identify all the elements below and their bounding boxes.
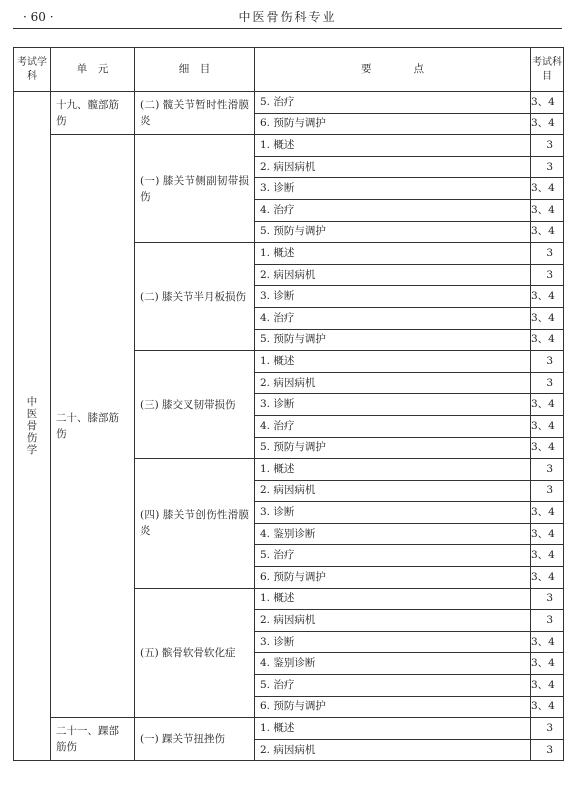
level-cell: 3、4 <box>531 696 564 718</box>
level-cell: 3 <box>531 459 564 481</box>
level-cell: 3、4 <box>531 178 564 200</box>
point-cell: 1. 概述 <box>255 588 531 610</box>
level-cell: 3 <box>531 610 564 632</box>
column-header-detail: 细 目 <box>135 48 255 92</box>
detail-cell: (五) 髌骨软骨软化症 <box>135 588 255 718</box>
column-header-point: 要 点 <box>255 48 531 92</box>
point-cell: 1. 概述 <box>255 718 531 740</box>
level-cell: 3、4 <box>531 631 564 653</box>
level-cell: 3、4 <box>531 92 564 114</box>
detail-cell: (二) 膝关节半月板损伤 <box>135 243 255 351</box>
point-cell: 5. 治疗 <box>255 92 531 114</box>
column-header-level: 考试科目 <box>531 48 564 92</box>
level-cell: 3 <box>531 718 564 740</box>
point-cell: 3. 诊断 <box>255 502 531 524</box>
point-cell: 1. 概述 <box>255 351 531 373</box>
point-cell: 4. 鉴别诊断 <box>255 653 531 675</box>
level-cell: 3、4 <box>531 653 564 675</box>
level-cell: 3 <box>531 372 564 394</box>
detail-cell: (四) 膝关节创伤性滑膜炎 <box>135 459 255 589</box>
point-cell: 3. 诊断 <box>255 178 531 200</box>
level-cell: 3、4 <box>531 545 564 567</box>
level-cell: 3、4 <box>531 675 564 697</box>
point-cell: 1. 概述 <box>255 459 531 481</box>
detail-cell: (一) 踝关节扭挫伤 <box>135 718 255 761</box>
level-cell: 3、4 <box>531 329 564 351</box>
point-cell: 6. 预防与调护 <box>255 567 531 589</box>
level-cell: 3、4 <box>531 437 564 459</box>
level-cell: 3、4 <box>531 502 564 524</box>
level-cell: 3、4 <box>531 113 564 135</box>
table-row <box>14 135 564 157</box>
point-cell: 3. 诊断 <box>255 394 531 416</box>
point-cell: 3. 诊断 <box>255 286 531 308</box>
level-cell: 3、4 <box>531 199 564 221</box>
level-cell: 3、4 <box>531 286 564 308</box>
page-header <box>13 8 562 29</box>
unit-cell: 十九、髋部筋伤 <box>51 92 135 135</box>
level-cell: 3、4 <box>531 221 564 243</box>
point-cell: 4. 治疗 <box>255 415 531 437</box>
detail-cell: (三) 膝交叉韧带损伤 <box>135 351 255 459</box>
level-cell: 3、4 <box>531 567 564 589</box>
point-cell: 4. 鉴别诊断 <box>255 523 531 545</box>
point-cell: 3. 诊断 <box>255 631 531 653</box>
detail-cell: (二) 髋关节暂时性滑膜炎 <box>135 92 255 135</box>
point-cell: 2. 病因病机 <box>255 610 531 632</box>
point-cell: 2. 病因病机 <box>255 156 531 178</box>
point-cell: 5. 预防与调护 <box>255 329 531 351</box>
page-number: · 60 · <box>23 10 54 24</box>
table-row <box>14 92 564 114</box>
point-cell: 5. 治疗 <box>255 545 531 567</box>
subject-cell <box>14 92 51 761</box>
table-body <box>14 92 564 761</box>
level-cell: 3、4 <box>531 394 564 416</box>
column-header-subject: 考试学科 <box>14 48 51 92</box>
level-cell: 3、4 <box>531 523 564 545</box>
subject-label: 中医骨伤学 <box>26 396 38 457</box>
point-cell: 2. 病因病机 <box>255 739 531 761</box>
point-cell: 6. 预防与调护 <box>255 113 531 135</box>
level-cell: 3、4 <box>531 307 564 329</box>
point-cell: 5. 预防与调护 <box>255 221 531 243</box>
point-cell: 4. 治疗 <box>255 307 531 329</box>
level-cell: 3 <box>531 739 564 761</box>
syllabus-table <box>13 47 564 761</box>
level-cell: 3 <box>531 588 564 610</box>
level-cell: 3 <box>531 135 564 157</box>
running-title: 中医骨伤科专业 <box>238 10 337 24</box>
table-row <box>14 718 564 740</box>
level-cell: 3、4 <box>531 415 564 437</box>
column-header-unit: 单 元 <box>51 48 135 92</box>
level-cell: 3 <box>531 264 564 286</box>
level-cell: 3 <box>531 480 564 502</box>
point-cell: 1. 概述 <box>255 243 531 265</box>
detail-cell: (一) 膝关节侧副韧带损伤 <box>135 135 255 243</box>
point-cell: 2. 病因病机 <box>255 480 531 502</box>
point-cell: 4. 治疗 <box>255 199 531 221</box>
unit-cell: 二十一、踝部筋伤 <box>51 718 135 761</box>
point-cell: 1. 概述 <box>255 135 531 157</box>
table-header-row <box>14 48 564 92</box>
point-cell: 5. 预防与调护 <box>255 437 531 459</box>
point-cell: 2. 病因病机 <box>255 264 531 286</box>
level-cell: 3 <box>531 156 564 178</box>
point-cell: 2. 病因病机 <box>255 372 531 394</box>
point-cell: 5. 治疗 <box>255 675 531 697</box>
level-cell: 3 <box>531 243 564 265</box>
point-cell: 6. 预防与调护 <box>255 696 531 718</box>
level-cell: 3 <box>531 351 564 373</box>
unit-cell: 二十、膝部筋伤 <box>51 135 135 718</box>
